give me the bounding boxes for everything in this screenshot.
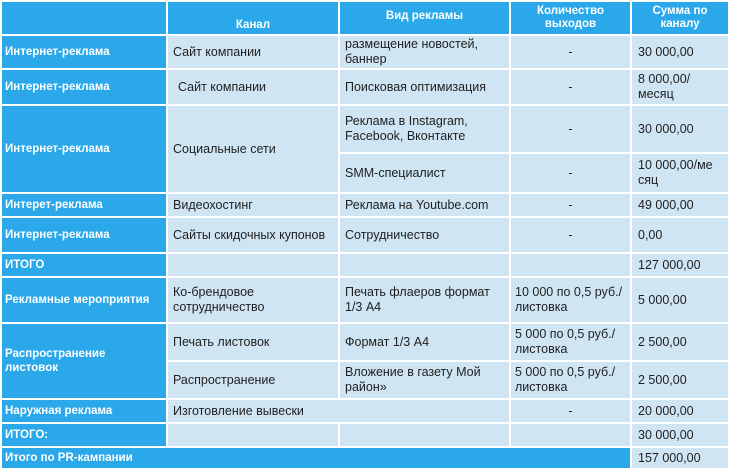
table-header-row: [1, 1, 729, 35]
row-label: Итого по PR-кампании: [1, 447, 631, 469]
channel-cell: Сайт компании: [167, 69, 339, 105]
channel-cell: Социальные сети: [167, 105, 339, 193]
header-corner: [1, 1, 167, 35]
quantity-cell: -: [510, 105, 631, 153]
channel-cell: Печать листовок: [167, 323, 339, 361]
quantity-cell: -: [510, 69, 631, 105]
sum-cell: 30 000,00: [631, 423, 729, 447]
sum-cell: 30 000,00: [631, 35, 729, 69]
sum-cell: 0,00: [631, 217, 729, 253]
ad-type-cell: Формат 1/3 А4: [339, 323, 510, 361]
channel-cell: Сайт компании: [167, 35, 339, 69]
subtotal-row: [1, 253, 729, 277]
empty-cell: [167, 423, 339, 447]
table-row: [1, 105, 729, 153]
row-label: Интернет-реклама: [1, 35, 167, 69]
quantity-cell: -: [510, 35, 631, 69]
quantity-cell: 10 000 по 0,5 руб./листовка: [510, 277, 631, 323]
channel-cell: Ко-брендовое сотрудничество: [167, 277, 339, 323]
quantity-cell: -: [510, 193, 631, 217]
sum-cell: 127 000,00: [631, 253, 729, 277]
table-row: [1, 193, 729, 217]
empty-cell: [339, 253, 510, 277]
sum-cell: 8 000,00/ месяц: [631, 69, 729, 105]
empty-cell: [510, 423, 631, 447]
channel-cell: Сайты скидочных купонов: [167, 217, 339, 253]
row-label: Интернет-реклама: [1, 217, 167, 253]
channel-cell: Видеохостинг: [167, 193, 339, 217]
ad-type-cell: размещение новостей, баннер: [339, 35, 510, 69]
row-label: Рекламные мероприятия: [1, 277, 167, 323]
row-label: Наружная реклама: [1, 399, 167, 423]
sum-cell: 49 000,00: [631, 193, 729, 217]
ad-type-cell: Печать флаеров формат 1/3 А4: [339, 277, 510, 323]
ad-type-cell: Вложение в газету Мой район»: [339, 361, 510, 399]
table-row: [1, 277, 729, 323]
sum-cell: 2 500,00: [631, 323, 729, 361]
header-quantity: Количество выходов: [510, 1, 631, 35]
ad-type-cell: Реклама в Instagram, Facebook, Вконтакте: [339, 105, 510, 153]
header-channel: Канал: [167, 1, 339, 35]
header-sum: Сумма по каналу: [631, 1, 729, 35]
sum-cell: 157 000,00: [631, 447, 729, 469]
empty-cell: [339, 423, 510, 447]
ad-type-cell: Реклама на Youtube.com: [339, 193, 510, 217]
ad-type-cell: SMM-специалист: [339, 153, 510, 193]
subtotal-row: [1, 423, 729, 447]
row-label: ИТОГО: [1, 253, 167, 277]
quantity-cell: -: [510, 217, 631, 253]
row-label: ИТОГО:: [1, 423, 167, 447]
empty-cell: [167, 253, 339, 277]
row-label: Интернет-реклама: [1, 69, 167, 105]
sum-cell: 5 000,00: [631, 277, 729, 323]
quantity-cell: 5 000 по 0,5 руб./листовка: [510, 361, 631, 399]
quantity-cell: -: [510, 153, 631, 193]
row-label: Распространение листовок: [1, 323, 167, 399]
sum-cell: 2 500,00: [631, 361, 729, 399]
table-row: [1, 323, 729, 361]
channel-cell: Изготовление вывески: [167, 399, 510, 423]
table-row: [1, 35, 729, 69]
table-row: [1, 399, 729, 423]
sum-cell: 10 000,00/ме сяц: [631, 153, 729, 193]
quantity-cell: -: [510, 399, 631, 423]
row-label: Интернет-реклама: [1, 105, 167, 193]
header-ad-type: Вид рекламы: [339, 1, 510, 35]
sum-cell: 20 000,00: [631, 399, 729, 423]
ad-type-cell: Поисковая оптимизация: [339, 69, 510, 105]
row-label: Интерет-реклама: [1, 193, 167, 217]
channel-cell: Распространение: [167, 361, 339, 399]
table-row: [1, 69, 729, 105]
ad-type-cell: Сотрудничество: [339, 217, 510, 253]
empty-cell: [510, 253, 631, 277]
quantity-cell: 5 000 по 0,5 руб./листовка: [510, 323, 631, 361]
sum-cell: 30 000,00: [631, 105, 729, 153]
grand-total-row: [1, 447, 729, 469]
table-row: [1, 217, 729, 253]
